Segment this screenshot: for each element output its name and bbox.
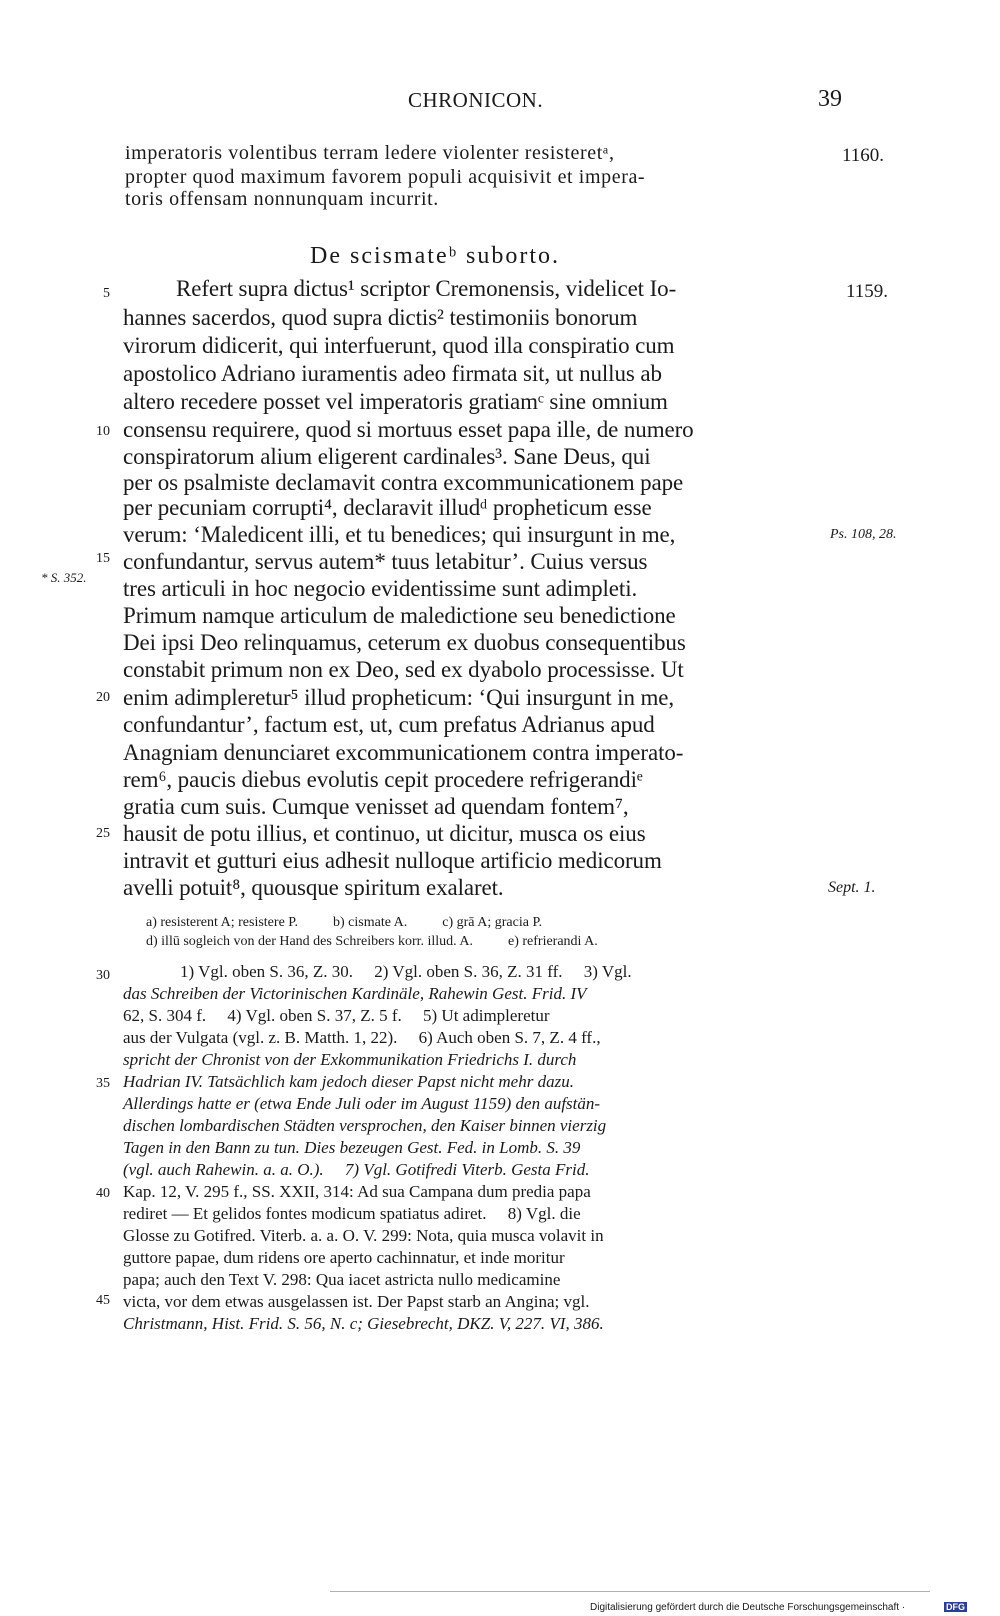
footnote-line: Kap. 12, V. 295 f., SS. XXII, 314: Ad sua Campana dum predia papa [123,1182,591,1201]
main-text-line: Primum namque articulum de maledictione seu benedictione [123,603,676,628]
line-number: 45 [96,1293,110,1308]
line-number: 40 [96,1186,110,1201]
line-number: 10 [96,424,110,439]
main-text-line: verum: ‘Maledicent illi, et tu benedices; qui insurgunt in me, [123,522,676,547]
main-text-line: conspiratorum alium eligerent cardinales³. Sane Deus, qui [123,444,651,469]
main-text-line: per pecuniam corrupti⁴, declaravit illudᵈ propheticum esse [123,495,652,520]
year-margin-note: 1159. [846,281,889,302]
footer-rule [330,1591,930,1593]
main-text-line: avelli potuit⁸, quousque spiritum exalaret. [123,875,504,900]
main-text-line: Dei ipsi Deo relinquamus, ceterum ex duobus consequentibus [123,630,686,655]
footnote-line: Glosse zu Gotifred. Viterb. a. a. O. V. 299: Nota, quia musca volavit in [123,1226,604,1245]
dfg-logo[interactable]: DFG [946,1602,965,1612]
continuation-line: toris offensam nonnunquam incurrit. [125,188,439,210]
footnote-line: Tagen in den Bann zu tun. Dies bezeugen Gest. Fed. in Lomb. S. 39 [123,1138,581,1157]
main-text-line: hausit de potu illius, et continuo, ut dicitur, musca os eius [123,821,646,846]
line-number: 15 [96,551,110,566]
line-number: 35 [96,1076,110,1091]
footnote-line: 62, S. 304 f. 4) Vgl. oben S. 37, Z. 5 f. 5) Ut adimpleretur [123,1006,550,1025]
main-text-line: enim adimpleretur⁵ illud propheticum: ‘Qui insurgunt in me, [123,685,675,710]
footnote-line: dischen lombardischen Städten versprochen, den Kaiser binnen vierzig [123,1116,607,1135]
footnote-line: guttore papae, dum ridens ore aperto cachinnatur, et inde moritur [123,1248,565,1267]
footnote-line: Christmann, Hist. Frid. S. 56, N. c; Giesebrecht, DKZ. V, 227. VI, 386. [123,1314,604,1333]
line-number: 30 [96,968,110,983]
psalm-reference: Ps. 108, 28. [830,527,897,542]
main-text-line: confundantur’, factum est, ut, cum prefatus Adrianus apud [123,712,655,737]
main-text-line: consensu requirere, quod si mortuus esset papa ille, de numero [123,417,694,442]
continuation-line: propter quod maximum favorem populi acquisivit et impera- [125,166,646,188]
date-margin-note: Sept. 1. [828,879,876,896]
line-number: 5 [103,286,110,301]
page-header [0,88,1000,118]
main-text-line: rem⁶, paucis diebus evolutis cepit procedere refrigerandiᵉ [123,767,643,792]
footnote-line: Hadrian IV. Tatsächlich kam jedoch dieser Papst nicht mehr dazu. [123,1072,574,1091]
main-text-line: tres articuli in hoc negocio evidentissime sunt adimpleti. [123,576,638,601]
footnote-line: 1) Vgl. oben S. 36, Z. 30. 2) Vgl. oben S. 36, Z. 31 ff. 3) Vgl. [180,962,632,981]
running-title: CHRONICON. [408,88,544,112]
main-text-line: hannes sacerdos, quod supra dictis² testimoniis bonorum [123,305,638,330]
main-text-line: gratia cum suis. Cumque venisset ad quendam fontem⁷, [123,794,629,819]
footnote-line: das Schreiben der Victorinischen Kardinäle, Rahewin Gest. Frid. IV [123,984,587,1003]
section-heading: De scismateᵇ suborto. [310,243,561,269]
digitization-credit: Digitalisierung gefördert durch die Deutsche Forschungsgemeinschaft · [590,1602,906,1613]
main-text-line: intravit et gutturi eius adhesit nulloque artificio medicorum [123,848,662,873]
footnote-line: aus der Vulgata (vgl. z. B. Matth. 1, 22). 6) Auch oben S. 7, Z. 4 ff., [123,1028,601,1047]
line-number: 25 [96,826,110,841]
main-text-line: Anagniam denunciaret excommunicationem contra imperato- [123,740,684,765]
main-text-line: virorum didicerit, qui interfuerunt, quod illa conspiratio cum [123,333,675,358]
main-text-line: confundantur, servus autem* tuus letabitur’. Cuius versus [123,549,648,574]
footnote-line: victa, vor dem etwas ausgelassen ist. Der Papst starb an Angina; vgl. [123,1292,590,1311]
page-reference: * S. 352. [41,570,87,585]
line-number: 20 [96,690,110,705]
year-margin-note: 1160. [842,145,885,166]
main-text-line: apostolico Adriano iuramentis adeo firmata sit, ut nullus ab [123,361,662,386]
apparatus-line: d) illū sogleich von der Hand des Schreibers korr. illud. A. e) refrierandi A. [146,934,598,949]
footnote-line: spricht der Chronist von der Exkommunikation Friedrichs I. durch [123,1050,577,1069]
main-text-line: Refert supra dictus¹ scriptor Cremonensis, videlicet Io- [176,276,677,301]
footnote-line: rediret — Et gelidos fontes modicum spatiatus adiret. 8) Vgl. die [123,1204,581,1223]
main-text-line: constabit primum non ex Deo, sed ex dyabolo processisse. Ut [123,657,684,682]
page-number: 39 [818,86,842,112]
footnote-line: (vgl. auch Rahewin. a. a. O.). 7) Vgl. Gotifredi Viterb. Gesta Frid. [123,1160,590,1179]
apparatus-line: a) resisterent A; resistere P. b) cismate A. c) grā A; gracia P. [146,915,543,930]
footnote-line: papa; auch den Text V. 298: Qua iacet astricta nullo medicamine [123,1270,561,1289]
continuation-line: imperatoris volentibus terram ledere violenter resisteretᵃ, [125,142,615,164]
footnote-line: Allerdings hatte er (etwa Ende Juli oder im August 1159) den aufstän- [123,1094,601,1113]
main-text-line: altero recedere posset vel imperatoris gratiamᶜ sine omnium [123,389,668,414]
main-text-line: per os psalmiste declamavit contra excommunicationem pape [123,470,684,495]
